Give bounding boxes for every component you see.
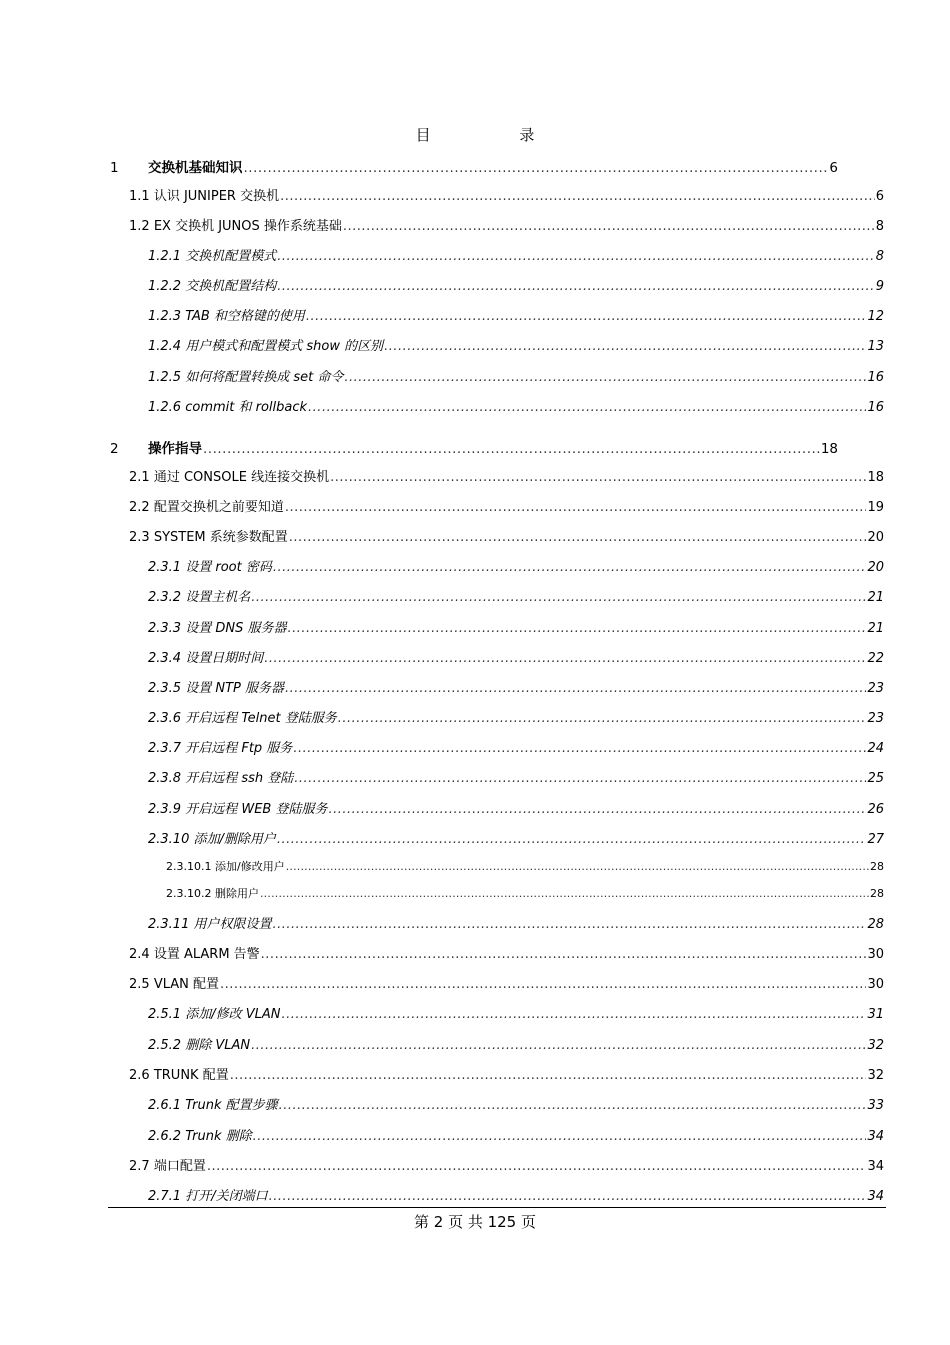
toc-entry-page: 16 <box>867 400 884 415</box>
toc-entry-page: 32 <box>867 1038 884 1053</box>
toc-entry-number: 1.2.3 <box>148 309 182 324</box>
toc-entry[interactable] <box>148 798 884 817</box>
toc-entry-page: 22 <box>867 651 884 666</box>
toc-leader-dots <box>273 560 867 575</box>
toc-entry-page: 18 <box>820 441 838 457</box>
toc-entry[interactable] <box>148 1003 884 1022</box>
toc-entry-text: 交换机基础知识 <box>148 160 243 176</box>
toc-entry-text: EX 交换机 JUNOS 操作系统基础 <box>153 219 342 234</box>
toc-entry-page: 32 <box>867 1068 884 1083</box>
toc-entry-number: 2.3.9 <box>148 802 182 817</box>
toc-entry-number: 2.7.1 <box>148 1189 182 1204</box>
toc-entry-text: 添加/修改 VLAN <box>185 1007 281 1022</box>
toc-leader-dots <box>293 741 866 756</box>
toc-entry[interactable] <box>129 973 884 992</box>
toc-entry-number: 1.2.1 <box>148 249 182 264</box>
toc-entry-text: 添加/修改用户 <box>214 860 285 873</box>
toc-entry-page: 20 <box>867 560 884 575</box>
toc-entry-page: 34 <box>867 1189 884 1204</box>
toc-entry-page: 34 <box>867 1129 884 1144</box>
toc-entry[interactable] <box>148 707 884 726</box>
toc-leader-dots <box>344 370 866 385</box>
toc-entry-page: 23 <box>867 681 884 696</box>
toc-entry-number: 2.3.4 <box>148 651 182 666</box>
toc-entry-number: 2.3.10 <box>148 832 190 847</box>
toc-entry-page: 24 <box>867 741 884 756</box>
toc-leader-dots <box>277 832 867 847</box>
toc-entry-text: 设置 NTP 服务器 <box>185 681 284 696</box>
toc-entry-number: 1.2.5 <box>148 370 182 385</box>
toc-entry-number: 1 <box>110 160 119 176</box>
toc-entry-page: 28 <box>867 917 884 932</box>
toc-entry[interactable] <box>148 1185 884 1204</box>
toc-entry[interactable] <box>148 1125 884 1144</box>
toc-entry[interactable] <box>148 767 884 786</box>
toc-entry-text: 开启远程 ssh 登陆 <box>185 771 294 786</box>
toc-leader-dots <box>343 219 875 234</box>
toc-entry-number: 2.7 <box>129 1159 150 1174</box>
toc-leader-dots <box>330 470 866 485</box>
toc-entry[interactable] <box>148 828 884 847</box>
page-footer: 第 2 页 共 125 页 <box>413 1213 536 1231</box>
toc-leader-dots <box>253 1129 867 1144</box>
toc-entry[interactable] <box>148 275 884 294</box>
toc-leader-dots <box>277 249 874 264</box>
toc-entry[interactable] <box>129 1064 884 1083</box>
toc-entry-page: 12 <box>867 309 884 324</box>
toc-leader-dots <box>230 1068 867 1083</box>
toc-entry[interactable] <box>129 943 884 962</box>
toc-entry-text: 打开/关闭端口 <box>185 1189 268 1204</box>
footer-rule <box>108 1207 886 1208</box>
toc-entry-page: 18 <box>867 470 884 485</box>
toc-entry-page: 33 <box>867 1098 884 1113</box>
toc-entry[interactable] <box>129 466 884 485</box>
toc-entry-page: 21 <box>867 590 884 605</box>
toc-entry-text: 通过 CONSOLE 线连接交换机 <box>153 470 330 485</box>
toc-entry-text: 开启远程 Ftp 服务 <box>185 741 293 756</box>
toc-entry-text: 设置 root 密码 <box>185 560 272 575</box>
toc-entry-page: 27 <box>867 832 884 847</box>
toc-entry-number: 2.5.1 <box>148 1007 182 1022</box>
toc-entry-text: 设置 DNS 服务器 <box>185 621 287 636</box>
toc-entry-number: 2.3.1 <box>148 560 182 575</box>
toc-entry-page: 34 <box>867 1159 884 1174</box>
toc-entry-number: 2.3.8 <box>148 771 182 786</box>
toc-entry-page: 25 <box>867 771 884 786</box>
toc-entry-text: 设置 ALARM 告警 <box>153 947 260 962</box>
toc-leader-dots <box>244 160 829 176</box>
toc-entry-number: 2.2 <box>129 500 150 515</box>
toc-entry-number: 2.3.3 <box>148 621 182 636</box>
toc-entry-number: 2.3.5 <box>148 681 182 696</box>
toc-entry-number: 2 <box>110 441 119 457</box>
toc-entry[interactable] <box>148 396 884 415</box>
toc-entry-number: 2.5 <box>129 977 150 992</box>
toc-entry[interactable] <box>148 305 884 324</box>
toc-entry-text: 如何将配置转换成 set 命令 <box>185 370 344 385</box>
toc-entry-number: 2.3.6 <box>148 711 182 726</box>
toc-entry-number: 2.3.2 <box>148 590 182 605</box>
toc-leader-dots <box>220 977 866 992</box>
toc-entry-page: 19 <box>867 500 884 515</box>
toc-entry-page: 13 <box>867 339 884 354</box>
toc-entry-text: 配置交换机之前要知道 <box>153 500 284 515</box>
toc-entry-number: 2.3.11 <box>148 917 190 932</box>
toc-entry[interactable] <box>148 677 884 696</box>
toc-entry-text: 端口配置 <box>153 1159 206 1174</box>
toc-entry-number: 2.3 <box>129 530 150 545</box>
toc-entry-number: 2.6.2 <box>148 1129 182 1144</box>
toc-entry-number: 2.3.7 <box>148 741 182 756</box>
toc-leader-dots <box>282 1007 867 1022</box>
toc-entry[interactable] <box>148 245 884 264</box>
toc-entry-text: 删除用户 <box>214 887 259 900</box>
toc-entry-text: Trunk 删除 <box>185 1129 252 1144</box>
toc-leader-dots <box>308 400 866 415</box>
toc-entry-page: 26 <box>867 802 884 817</box>
toc-entry[interactable] <box>129 526 884 545</box>
toc-entry-text: VLAN 配置 <box>153 977 220 992</box>
toc-leader-dots <box>277 279 874 294</box>
toc-entry-page: 16 <box>867 370 884 385</box>
toc-leader-dots <box>273 917 867 932</box>
toc-entry[interactable] <box>110 437 838 457</box>
toc-entry-number: 2.1 <box>129 470 150 485</box>
toc-entry[interactable] <box>148 556 884 575</box>
toc-entry-number: 1.2 <box>129 219 150 234</box>
toc-entry-number: 2.4 <box>129 947 150 962</box>
toc-entry[interactable] <box>110 156 838 176</box>
toc-entry-number: 2.3.10.2 <box>166 887 212 900</box>
toc-entry[interactable] <box>148 366 884 385</box>
toc-entry-page: 6 <box>829 160 838 176</box>
toc-entry-text: SYSTEM 系统参数配置 <box>153 530 288 545</box>
toc-leader-dots <box>260 887 869 900</box>
toc-entry-page: 6 <box>875 189 884 204</box>
toc-entry[interactable] <box>166 858 884 874</box>
toc-leader-dots <box>269 1189 867 1204</box>
toc-leader-dots <box>285 500 867 515</box>
toc-entry-number: 2.5.2 <box>148 1038 182 1053</box>
toc-entry-number: 1.1 <box>129 189 150 204</box>
toc-leader-dots <box>384 339 866 354</box>
toc-leader-dots <box>251 1038 866 1053</box>
toc-entry-page: 30 <box>867 977 884 992</box>
toc-entry-text: 认识 JUNIPER 交换机 <box>153 189 280 204</box>
toc-leader-dots <box>285 681 866 696</box>
toc-entry-page: 8 <box>875 219 884 234</box>
toc-entry-text: 用户权限设置 <box>193 917 272 932</box>
toc-entry-page: 28 <box>870 860 884 873</box>
toc-entry-page: 23 <box>867 711 884 726</box>
toc-leader-dots <box>294 771 866 786</box>
toc-entry[interactable] <box>148 1094 884 1113</box>
toc-entry-text: TAB 和空格键的使用 <box>185 309 305 324</box>
toc-entry-page: 8 <box>875 249 884 264</box>
toc-leader-dots <box>207 1159 867 1174</box>
toc-leader-dots <box>289 530 867 545</box>
toc-entry-text: 操作指导 <box>148 441 202 457</box>
toc-leader-dots <box>338 711 867 726</box>
toc-entry-page: 31 <box>867 1007 884 1022</box>
toc-entry-text: 设置日期时间 <box>185 651 264 666</box>
toc-entry-text: Trunk 配置步骤 <box>185 1098 278 1113</box>
toc-entry-page: 9 <box>875 279 884 294</box>
toc-entry-page: 20 <box>867 530 884 545</box>
toc-leader-dots <box>287 621 866 636</box>
toc-entry[interactable] <box>148 617 884 636</box>
toc-leader-dots <box>328 802 866 817</box>
toc-entry-text: 用户模式和配置模式 show 的区别 <box>185 339 384 354</box>
toc-entry[interactable] <box>148 913 884 932</box>
toc-leader-dots <box>261 947 867 962</box>
toc-entry-text: 删除 VLAN <box>185 1038 251 1053</box>
toc-entry-text: 添加/删除用户 <box>193 832 276 847</box>
toc-entry-text: 设置主机名 <box>185 590 251 605</box>
toc-entry-page: 28 <box>870 887 884 900</box>
toc-entry-page: 21 <box>867 621 884 636</box>
toc-leader-dots <box>286 860 869 873</box>
toc-entry-number: 1.2.6 <box>148 400 182 415</box>
toc-entry[interactable] <box>129 215 884 234</box>
toc-entry[interactable] <box>148 1034 884 1053</box>
toc-entry[interactable] <box>148 335 884 354</box>
toc-entry[interactable] <box>129 496 884 515</box>
toc-entry[interactable] <box>166 885 884 901</box>
toc-entry[interactable] <box>148 647 884 666</box>
toc-leader-dots <box>306 309 867 324</box>
toc-entry-number: 2.6.1 <box>148 1098 182 1113</box>
toc-entry-text: TRUNK 配置 <box>153 1068 229 1083</box>
toc-entry-number: 1.2.2 <box>148 279 182 294</box>
toc-leader-dots <box>203 441 820 457</box>
toc-entry-text: 开启远程 Telnet 登陆服务 <box>185 711 337 726</box>
toc-entry[interactable] <box>129 1155 884 1174</box>
toc-entry-text: 交换机配置模式 <box>185 249 277 264</box>
toc-leader-dots <box>264 651 866 666</box>
toc-leader-dots <box>251 590 866 605</box>
toc-entry-number: 2.3.10.1 <box>166 860 212 873</box>
toc-entry-number: 2.6 <box>129 1068 150 1083</box>
toc-entry-number: 1.2.4 <box>148 339 182 354</box>
toc-leader-dots <box>279 1098 867 1113</box>
toc-entry-text: 开启远程 WEB 登陆服务 <box>185 802 328 817</box>
toc-entry-text: commit 和 rollback <box>185 400 308 415</box>
toc-title: 目 录 <box>415 126 577 144</box>
toc-entry-page: 30 <box>867 947 884 962</box>
toc-entry-text: 交换机配置结构 <box>185 279 277 294</box>
toc-entry[interactable] <box>148 586 884 605</box>
toc-leader-dots <box>280 189 875 204</box>
toc-entry[interactable] <box>129 185 884 204</box>
toc-entry[interactable] <box>148 737 884 756</box>
